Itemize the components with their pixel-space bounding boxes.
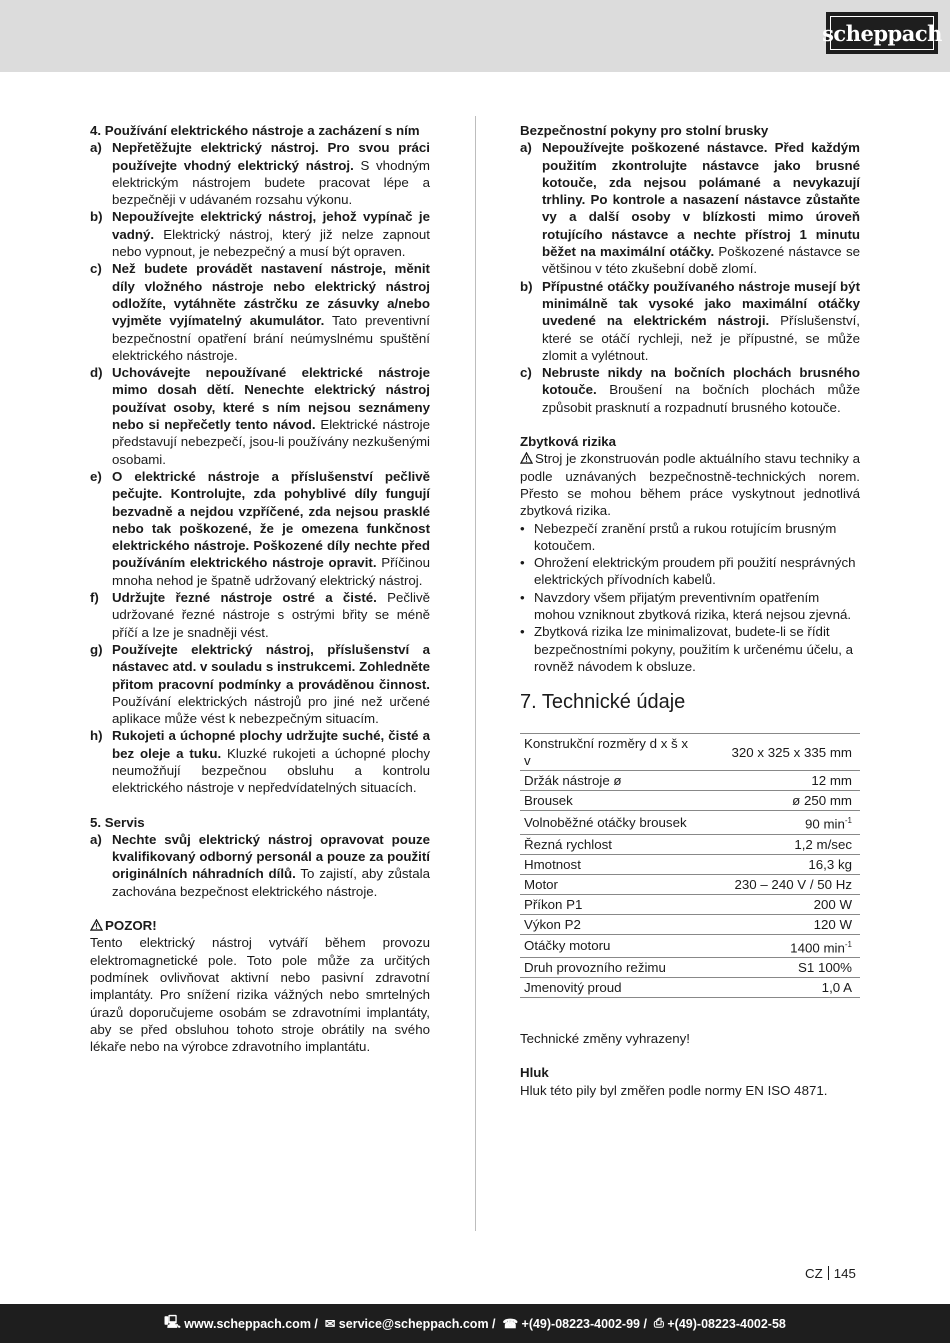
table-row: [520, 854, 860, 874]
warning-heading: POZOR!: [90, 917, 430, 934]
brand-logo: scheppach: [826, 12, 938, 54]
spec-value: S1 100%: [693, 958, 860, 978]
safety-item: c) Než budete provádět nastavení nástroje, měnit díly vložného nástroje nebo elektrický nástroj odložíte, vytáhněte zástrčku ze zásuvky a/nebo vyjměte vyjímatelný akumulátor. Tato preventivní bezpečnostní opatření brání neúmyslnému spuštění elektrického nástroje.: [90, 261, 430, 363]
spec-value: ø 250 mm: [693, 791, 860, 811]
table-row: [520, 734, 860, 771]
tech-changes-note: Technické změny vyhrazeny!: [520, 1031, 690, 1047]
tech-data-heading: 7. Technické údaje: [520, 691, 686, 714]
table-row: [520, 894, 860, 914]
table-row: [520, 978, 860, 998]
spec-value: 1400 $\min^{-1}$: [693, 934, 860, 957]
spec-label: Jmenovitý proud: [520, 978, 693, 998]
footer-web-link[interactable]: www.scheppach.com /: [184, 1316, 318, 1331]
section-4-heading: 4. Používání elektrického nástroje a zacházení s ním: [90, 123, 420, 138]
spec-value: 90 $\min^{-1}$: [693, 811, 860, 834]
spec-value: 12 mm: [693, 771, 860, 791]
residual-risks-list: [520, 520, 860, 676]
table-row: [520, 791, 860, 811]
spec-label: Volnoběžné otáčky brousek: [520, 811, 693, 834]
spec-value: 320 x 325 x 335 mm: [693, 734, 860, 771]
spec-value: 1,0 A: [693, 978, 860, 998]
spec-label: Výkon P2: [520, 914, 693, 934]
residual-risks-intro: Stroj je zkonstruován podle aktuálního stavu techniky a podle uznávaných bezpečnostně-technických norem. Přesto se mohou během práce vyskytnout jednotlivá zbytková rizika.: [520, 451, 860, 519]
table-row: [520, 934, 860, 957]
table-row: [520, 958, 860, 978]
web-icon: 🖳: [164, 1315, 185, 1329]
warning-triangle-icon: [520, 452, 533, 464]
spec-label: Příkon P1: [520, 894, 693, 914]
spec-label: Druh provozního režimu: [520, 958, 693, 978]
residual-risk-bullet: • Zbytková rizika lze minimalizovat, budete-li se řídit bezpečnostními pokyny, použitím k určenému účelu, a rovněž návodem k obsluze.: [520, 624, 854, 674]
page-number: CZ 145: [805, 1266, 856, 1281]
section-5-heading: 5. Servis: [90, 814, 145, 830]
spec-value: 230 – 240 V / 50 Hz: [693, 874, 860, 894]
fax-icon: ⎙: [646, 1316, 668, 1330]
left-column: [90, 122, 430, 1055]
spec-value: 120 W: [693, 914, 860, 934]
section-4-list: [90, 139, 430, 796]
spec-label: Konstrukční rozměry d x š x v: [520, 734, 693, 771]
safety-item: b) Nepoužívejte elektrický nástroj, jehož vypínač je vadný. Elektrický nástroj, který již nelze zapnout nebo vypnout, je nebezpečný a musí být opraven.: [90, 209, 430, 260]
footer-fax: +(49)-08223-4002-58: [667, 1316, 786, 1331]
spec-value: 1,2 m/sec: [693, 834, 860, 854]
spec-label: Brousek: [520, 791, 693, 811]
phone-icon: ☎: [495, 1317, 522, 1331]
noise-text: Hluk této pily byl změřen podle normy EN ISO 4871.: [520, 1082, 828, 1098]
safety-item: e) O elektrické nástroje a příslušenství pečlivě pečujte. Kontrolujte, zda pohyblivé díly fungují bezvadně a nejdou vzpříčené, zda nejsou prasklé nebo tak poškozené, že je omezena funkčnost elektrického nástroje. Poškozené díly nechte před používáním elektrického nástroje opravit. Příčinou mnoha nehod je špatně udržovaný elektrický nástroj.: [90, 468, 430, 588]
table-row: [520, 811, 860, 834]
right-column: [520, 122, 860, 1099]
residual-risks-heading: Zbytková rizika: [520, 434, 617, 450]
table-row: [520, 914, 860, 934]
grinder-safety-item: b) Přípustné otáčky používaného nástroje musejí být minimálně tak vysoké jako maximální otáčky uvedené na elektrickém nástroji. Příslušenství, které se otáčí rychleji, než je přípustné, se může zlomit a vylétnout.: [520, 278, 860, 363]
header-bar: [0, 0, 950, 72]
spec-label: Držák nástroje ø: [520, 771, 693, 791]
safety-item: d) Uchovávejte nepoužívané elektrické nástroje mimo dosah dětí. Nenechte elektrický nástroj používat osoby, které s ním nejsou seznámeny nebo si nepřečetly tento návod. Elektrické nástroje představují nebezpečí, jsou-li používány nezkušenými osobami.: [90, 365, 430, 467]
warning-text: Tento elektrický nástroj vytváří během provozu elektromagnetické pole. Toto pole může za určitých podmínek ovlivňovat aktivní nebo pasivní zdravotní implantáty. Pro snížení rizika vážných nebo smrtelných úrazů doporučujeme osobám se zdravotními implantáty, aby se před obsluhou tohoto stroje obrátily na svého lékaře nebo na výrobce zdravotního implantátu.: [90, 935, 430, 1055]
table-row: [520, 874, 860, 894]
section-5-item: a) Nechte svůj elektrický nástroj opravovat pouze kvalifikovaný odborný personál a pouze za použití originálních náhradních dílů. To zajistí, aby zůstala zachována bezpečnost elektrického nástroje.: [90, 831, 430, 899]
spec-value: 16,3 kg: [693, 854, 860, 874]
spec-label: Hmotnost: [520, 854, 693, 874]
footer-bar: [0, 1304, 950, 1343]
grinder-safety-item: c) Nebruste nikdy na bočních plochách brusného kotouče. Broušení na bočních plochách může způsobit prasknutí a rozpadnutí brusného kotouče.: [520, 365, 860, 415]
safety-item: h) Rukojeti a úchopné plochy udržujte suché, čisté a bez oleje a tuku. Kluzké rukojeti a úchopné plochy neumožňují bezpečnou obsluhu a kontrolu elektrického nástroje v nepředvídatelných situacích.: [90, 728, 430, 796]
residual-risk-bullet: • Ohrožení elektrickým proudem při použití nesprávných elektrických přívodních kabelů.: [520, 555, 856, 588]
spec-label: Otáčky motoru: [520, 934, 693, 957]
residual-risk-bullet: • Nebezpečí zranění prstů a rukou rotujícím brusným kotoučem.: [520, 520, 837, 553]
table-row: [520, 834, 860, 854]
spec-label: Motor: [520, 874, 693, 894]
footer-phone: +(49)-08223-4002-99 /: [521, 1316, 647, 1331]
residual-risk-bullet: • Navzdory všem přijatým preventivním opatřením mohou vzniknout zbytková rizika, která nejsou zjevná.: [520, 589, 852, 623]
safety-item: a) Nepřetěžujte elektrický nástroj. Pro svou práci používejte vhodný elektrický nástroj. S vhodným elektrickým nástrojem budete pracovat lépe a bezpečněji v udávaném rozsahu výkonu.: [90, 140, 430, 208]
warning-triangle-icon: [90, 919, 103, 931]
grinder-safety-heading: Bezpečnostní pokyny pro stolní brusky: [520, 123, 769, 138]
table-row: [520, 771, 860, 791]
grinder-safety-list: [520, 139, 860, 416]
safety-item: g) Používejte elektrický nástroj, příslušenství a nástavec atd. v souladu s instrukcemi. Zohledněte přitom pracovní podmínky a prováděnou činnost. Používání elektrických nástrojů pro jiné než určené aplikace může vést k nebezpečným situacím.: [90, 641, 430, 727]
spec-label: Řezná rychlost: [520, 834, 693, 854]
noise-heading: Hluk: [520, 1065, 549, 1081]
column-divider: [475, 116, 476, 1231]
tech-data-table: [520, 733, 860, 998]
spec-value: 200 W: [693, 894, 860, 914]
grinder-safety-item: a) Nepoužívejte poškozené nástavce. Před každým použitím zkontrolujte nástavce jako brusné kotouče, zda nejsou polámané a nevykazují trhliny. Po kontrole a nasazení nástavce zůstaňte vy a další osoby v blízkosti mimo úroveň rotujícího nástavce a nechte přístroj 1 minutu běžet na maximální otáčky. Poškozené nástavce se většinou v této zkušební době zlomí.: [520, 140, 861, 277]
footer-email-link[interactable]: service@scheppach.com /: [338, 1316, 496, 1331]
safety-item: f) Udržujte řezné nástroje ostré a čisté. Pečlivě udržované řezné nástroje s ostrými břity se méně příčí a lze je snadněji vést.: [90, 590, 430, 640]
email-icon: ✉: [317, 1317, 339, 1331]
